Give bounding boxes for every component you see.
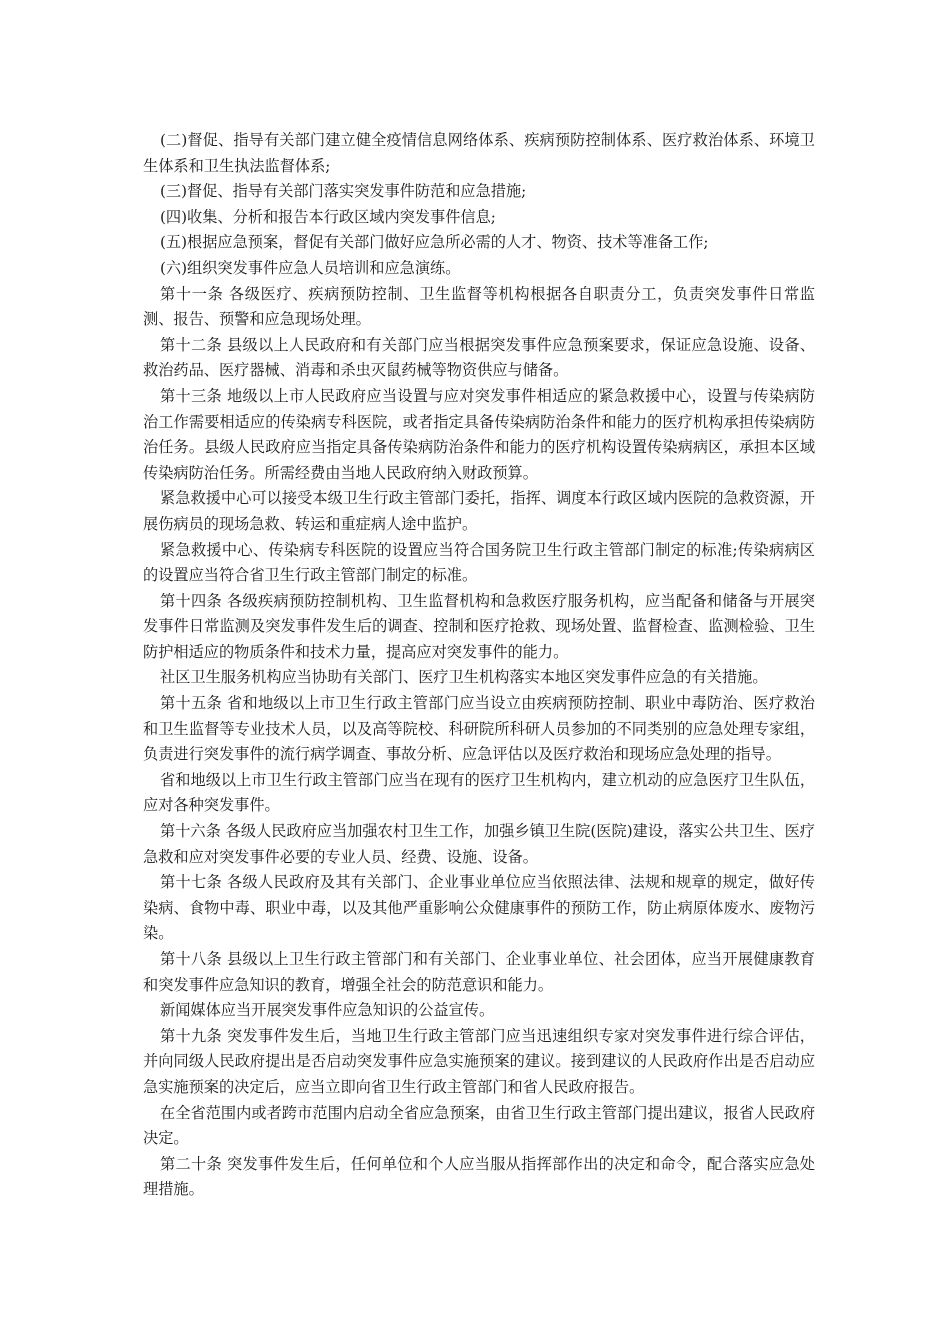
paragraph-item-6: (六)组织突发事件应急人员培训和应急演练。: [160, 258, 461, 277]
paragraph-item-2: (二)督促、指导有关部门建立健全疫情信息网络体系、疾病预防控制体系、医疗救治体系、环境卫生体系和卫生执法监督体系;: [143, 131, 815, 175]
paragraph-item-3: (三)督促、指导有关部门落实突发事件防范和应急措施;: [160, 182, 527, 201]
article-16: 第十六条 各级人民政府应当加强农村卫生工作，加强乡镇卫生院(医院)建设，落实公共卫生、医疗急救和应对突发事件必要的专业人员、经费、设施、设备。: [143, 822, 815, 866]
article-14-para-2: 社区卫生服务机构应当协助有关部门、医疗卫生机构落实本地区突发事件应急的有关措施。: [160, 668, 768, 687]
article-11: 第十一条 各级医疗、疾病预防控制、卫生监督等机构根据各自职责分工，负责突发事件日常监测、报告、预警和应急现场处理。: [143, 284, 815, 329]
article-12: 第十二条 县级以上人民政府和有关部门应当根据突发事件应急预案要求，保证应急设施、设备、救治药品、医疗器械、消毒和杀虫灭鼠药械等物资供应与储备。: [143, 335, 815, 380]
article-15: 第十五条 省和地级以上市卫生行政主管部门应当设立由疾病预防控制、职业中毒防治、医疗救治和卫生监督等专业技术人员，以及高等院校、科研院所科研人员参加的不同类别的应急处理专家组，负责进行突发事件的流行病学调查、事故分析、应急评估以及医疗救治和现场应急处理的指导。: [143, 694, 815, 764]
article-18-para-2: 新闻媒体应当开展突发事件应急知识的公益宣传。: [160, 1001, 495, 1020]
article-13-para-3: 紧急救援中心、传染病专科医院的设置应当符合国务院卫生行政主管部门制定的标准;传染病病区的设置应当符合省卫生行政主管部门制定的标准。: [143, 540, 815, 585]
article-20: 第二十条 突发事件发生后，任何单位和个人应当服从指挥部作出的决定和命令，配合落实应急处理措施。: [143, 1154, 815, 1199]
article-14: 第十四条 各级疾病预防控制机构、卫生监督机构和急救医疗服务机构，应当配备和储备与开展突发事件日常监测及突发事件发生后的调查、控制和医疗抢救、现场处置、监督检查、监测检验、卫生防护相适应的物质条件和技术力量，提高应对突发事件的能力。: [143, 591, 815, 661]
article-17: 第十七条 各级人民政府及其有关部门、企业事业单位应当依照法律、法规和规章的规定，做好传染病、食物中毒、职业中毒，以及其他严重影响公众健康事件的预防工作，防止病原体废水、废物污染。: [143, 873, 815, 943]
paragraph-item-5: (五)根据应急预案，督促有关部门做好应急所必需的人才、物资、技术等准备工作;: [160, 233, 709, 252]
paragraph-item-4: (四)收集、分析和报告本行政区域内突发事件信息;: [160, 207, 496, 226]
article-18: 第十八条 县级以上卫生行政主管部门和有关部门、企业事业单位、社会团体，应当开展健康教育和突发事件应急知识的教育，增强全社会的防范意识和能力。: [143, 950, 815, 994]
article-19-para-2: 在全省范围内或者跨市范围内启动全省应急预案，由省卫生行政主管部门提出建议，报省人民政府决定。: [143, 1103, 815, 1148]
article-19: 第十九条 突发事件发生后，当地卫生行政主管部门应当迅速组织专家对突发事件进行综合评估，并向同级人民政府提出是否启动突发事件应急实施预案的建议。接到建议的人民政府作出是否启动应急实施预案的决定后，应当立即向省卫生行政主管部门和省人民政府报告。: [143, 1026, 815, 1096]
article-15-para-2: 省和地级以上市卫生行政主管部门应当在现有的医疗卫生机构内，建立机动的应急医疗卫生队伍，应对各种突发事件。: [143, 770, 815, 815]
article-13: 第十三条 地级以上市人民政府应当设置与应对突发事件相适应的紧急救援中心，设置与传染病防治工作需要相适应的传染病专科医院，或者指定具备传染病防治条件和能力的医疗机构承担传染病防治任务。县级人民政府应当指定具备传染病防治条件和能力的医疗机构设置传染病病区，承担本区域传染病防治任务。所需经费由当地人民政府纳入财政预算。: [143, 386, 815, 482]
document-body: [143, 128, 815, 1203]
article-13-para-2: 紧急救援中心可以接受本级卫生行政主管部门委托，指挥、调度本行政区域内医院的急救资源，开展伤病员的现场急救、转运和重症病人途中监护。: [143, 489, 815, 533]
